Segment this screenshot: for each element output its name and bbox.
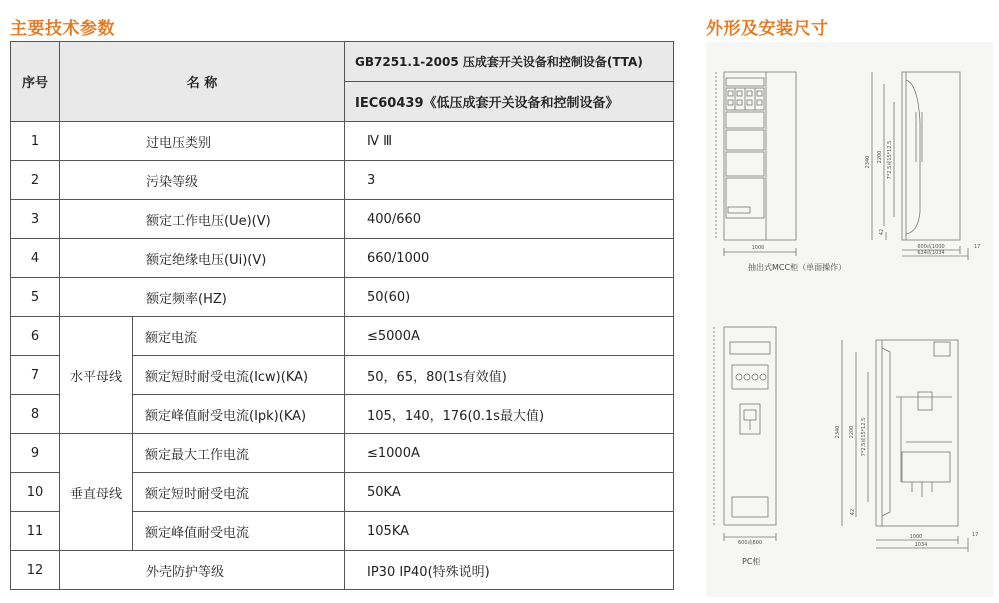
row-name: 额定工作电压(Ue)(V) [60,200,345,239]
group-horizontal-busbar: 水平母线 [60,317,133,434]
row-no: 11 [11,512,60,551]
row-name: 额定峰值耐受电流(Ipk)(KA) [133,395,345,434]
dim-h2200-pc: 2200 [849,425,855,439]
table-row [11,317,674,356]
section-title-dimensions: 外形及安装尺寸 [706,19,829,39]
row-no: 3 [11,200,60,239]
dimension-drawings-panel [706,42,993,597]
row-name: 额定短时耐受电流 [133,473,345,512]
row-name: 额定短时耐受电流(Icw)(KA) [133,356,345,395]
header-standard-gb: GB7251.1-2005 压成套开关设备和控制设备(TTA) [345,42,674,82]
dim-w600b: 600或800 [737,540,763,546]
group-vertical-busbar: 垂直母线 [60,434,133,551]
row-value: ≤5000A [345,317,674,356]
row-no: 4 [11,239,60,278]
pc-front-view [714,327,776,541]
row-value: IP30 IP40(特殊说明) [345,551,674,590]
mcc-front-view [716,72,796,256]
table-row [11,278,674,317]
header-no: 序号 [11,42,60,122]
row-value: 105，140，176(0.1s最大值) [345,395,674,434]
dim-h42: 42 [879,228,885,236]
dim-w1000: 1000 [751,245,765,251]
table-row [11,122,674,161]
row-no: 12 [11,551,60,590]
table-row [11,161,674,200]
row-value: 50(60) [345,278,674,317]
row-name: 污染等级 [60,161,345,200]
table-row [11,434,674,473]
table-header-row [11,42,674,82]
row-no: 1 [11,122,60,161]
dim-w1034-pc: 1034 [914,542,928,548]
row-value: 50，65，80(1s有效值) [345,356,674,395]
header-standard-iec: IEC60439《低压成套开关设备和控制设备》 [345,82,674,122]
caption-pc: PC柜 [742,557,761,566]
dim-h42-pc: 42 [850,508,856,516]
row-no: 6 [11,317,60,356]
caption-mcc: 抽出式MCC柜（单面操作） [748,263,847,272]
table-row [11,551,674,590]
dim-h2340: 2340 [865,155,871,169]
row-name: 额定电流 [133,317,345,356]
row-name: 额定频率(HZ) [60,278,345,317]
row-value: 50KA [345,473,674,512]
dim-w1000-pc: 1000 [909,534,923,540]
row-no: 2 [11,161,60,200]
dim-h2340-pc: 2340 [835,425,841,439]
technical-params-table [10,41,674,590]
row-name: 额定绝缘电压(Ui)(V) [60,239,345,278]
row-value: 400/660 [345,200,674,239]
dim-w17-pc: 17 [972,532,979,538]
section-title-technical-params: 主要技术参数 [10,19,115,39]
dim-h2200: 2200 [877,150,883,164]
row-no: 7 [11,356,60,395]
row-no: 5 [11,278,60,317]
row-name: 额定峰值耐受电流 [133,512,345,551]
row-value: ≤1000A [345,434,674,473]
row-name: 额定最大工作电流 [133,434,345,473]
row-value: Ⅳ Ⅲ [345,122,674,161]
dim-w600: 600或1000 [917,244,945,250]
row-name: 过电压类别 [60,122,345,161]
dim-hmod: 7*2.5或15*12.5 [887,140,893,180]
dimension-drawings [706,42,993,597]
row-name: 外壳防护等级 [60,551,345,590]
table-row [11,239,674,278]
row-value: 3 [345,161,674,200]
header-name: 名 称 [60,42,345,122]
row-no: 8 [11,395,60,434]
dim-w634: 634或1034 [917,250,945,256]
row-no: 9 [11,434,60,473]
row-value: 660/1000 [345,239,674,278]
dim-hmod-pc: 7*2.5或15*12.5 [861,417,867,457]
dim-w17: 17 [974,244,981,250]
row-no: 10 [11,473,60,512]
table-row [11,200,674,239]
row-value: 105KA [345,512,674,551]
